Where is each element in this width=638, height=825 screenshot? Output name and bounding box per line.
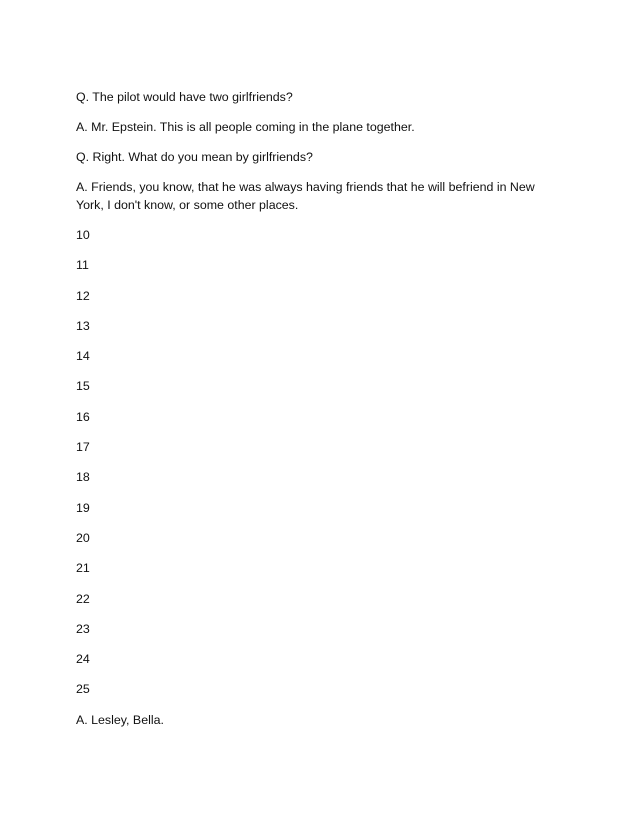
line-number: 13 bbox=[76, 318, 90, 333]
line-number: 23 bbox=[76, 621, 90, 636]
line-number: 22 bbox=[76, 591, 90, 606]
line-number: 12 bbox=[76, 288, 90, 303]
line-number: 21 bbox=[76, 561, 90, 576]
line-number: 20 bbox=[76, 530, 90, 545]
question-paragraph: Q. Right. What do you mean by girlfriends? bbox=[76, 150, 313, 164]
line-number: 25 bbox=[76, 682, 90, 697]
answer-paragraph: A. Mr. Epstein. This is all people coming in the plane together. bbox=[76, 120, 415, 134]
line-number: 16 bbox=[76, 409, 90, 424]
line-number: 10 bbox=[76, 228, 90, 242]
question-paragraph: Q. The pilot would have two girlfriends? bbox=[76, 90, 293, 104]
line-number: 14 bbox=[76, 349, 90, 364]
line-number: 19 bbox=[76, 500, 90, 515]
transcript-content bbox=[76, 88, 546, 741]
line-number: 18 bbox=[76, 470, 90, 485]
final-answer-paragraph: A. Lesley, Bella. bbox=[76, 712, 164, 727]
line-number: 11 bbox=[76, 258, 89, 273]
line-number: 24 bbox=[76, 652, 90, 667]
line-number: 15 bbox=[76, 379, 90, 394]
line-number: 17 bbox=[76, 440, 90, 455]
answer-paragraph: A. Friends, you know, that he was always having friends that he will befriend in New York, I don't know, or some other places. bbox=[76, 180, 535, 212]
